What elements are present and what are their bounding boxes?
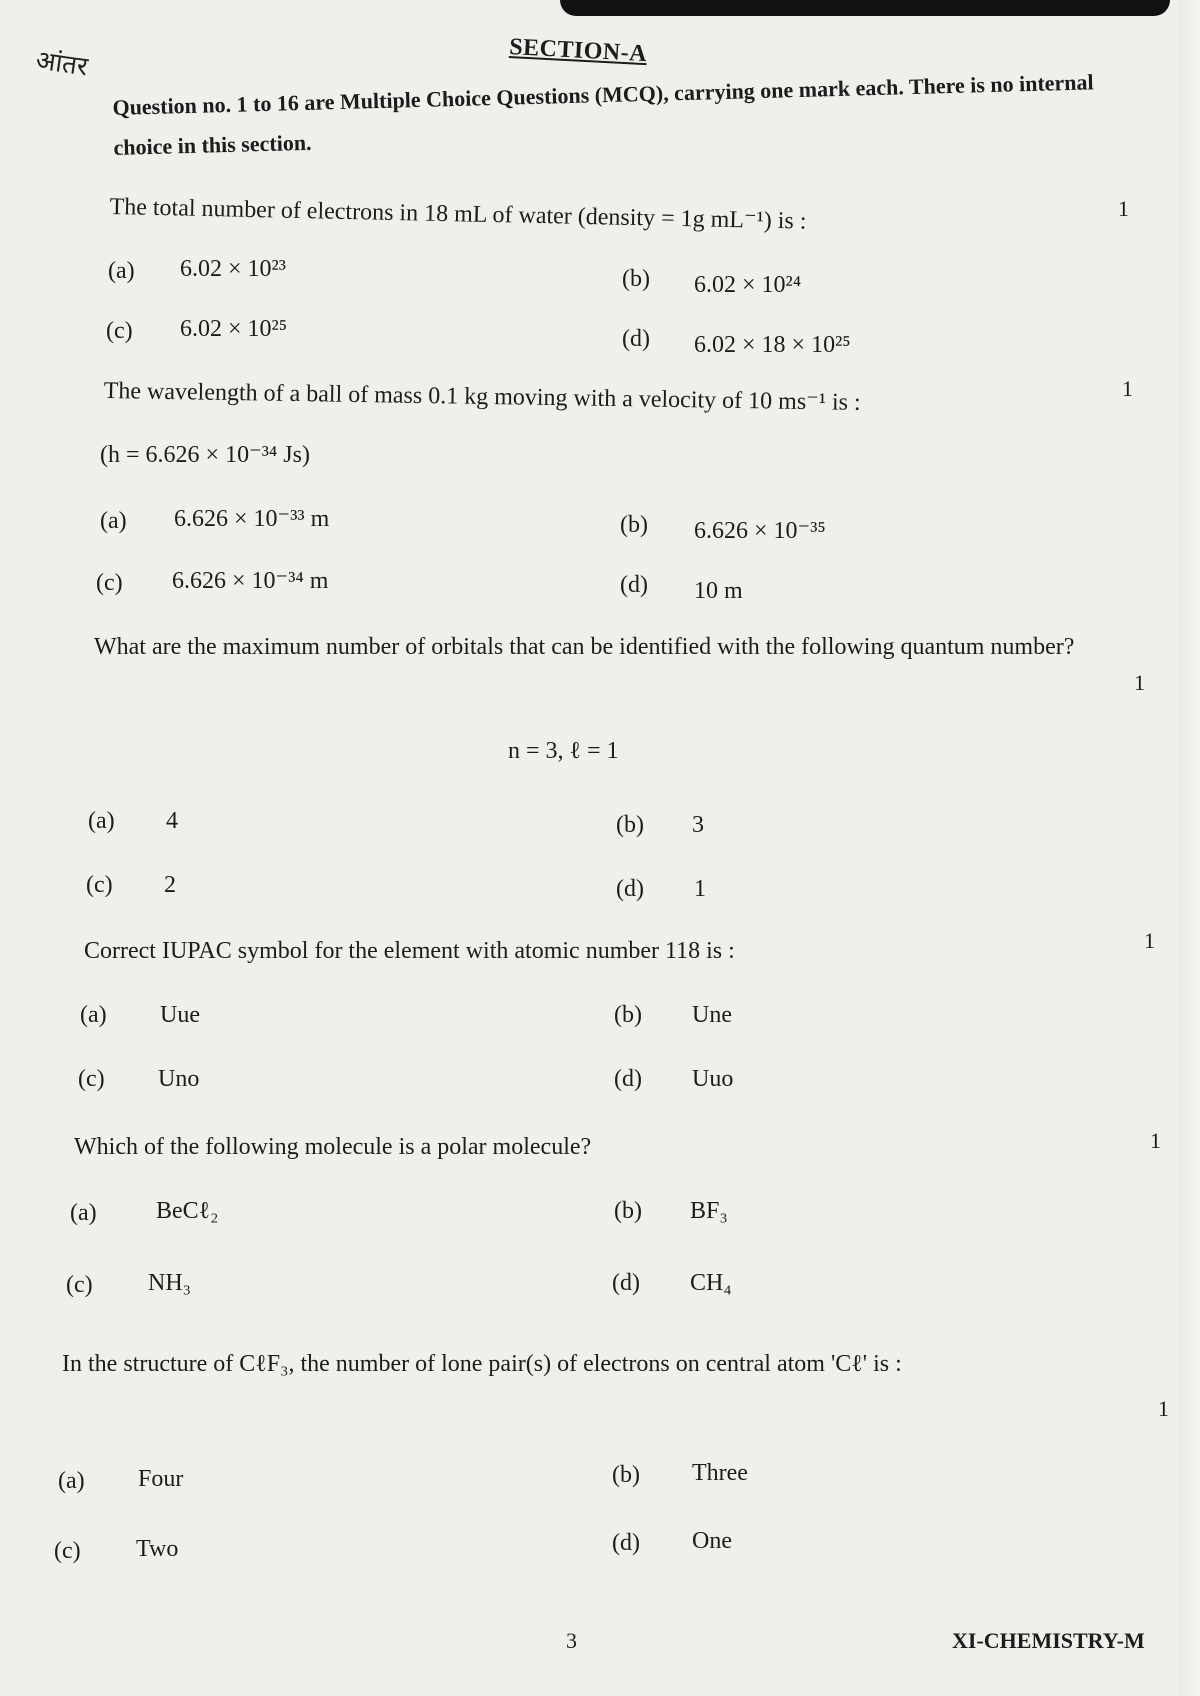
q3-option-d-label: (d) bbox=[616, 876, 644, 902]
q3-option-b-text: 3 bbox=[692, 812, 704, 838]
q3-option-c-text: 2 bbox=[164, 872, 176, 898]
question-2-mark: 1 bbox=[1122, 376, 1133, 401]
q5-option-a-label: (a) bbox=[70, 1200, 97, 1226]
q2-option-a-label: (a) bbox=[100, 508, 127, 534]
q5-option-a-text: BeCℓ₂ bbox=[156, 1198, 219, 1224]
q1-option-d-label: (d) bbox=[622, 326, 650, 352]
q6-option-c-label: (c) bbox=[54, 1538, 81, 1564]
question-4-text: Correct IUPAC symbol for the element with atomic number 118 is : bbox=[84, 938, 735, 964]
q3-option-a-text: 4 bbox=[166, 808, 178, 834]
q4-option-c-text: Uno bbox=[158, 1066, 200, 1092]
q4-option-c-label: (c) bbox=[78, 1066, 105, 1092]
q4-option-b-text: Une bbox=[692, 1002, 732, 1028]
question-6-text: In the structure of CℓF₃, the number of lone pair(s) of electrons on central atom 'Cℓ' is : bbox=[62, 1351, 902, 1377]
q3-option-b-label: (b) bbox=[616, 812, 644, 838]
q5-option-d-text: CH₄ bbox=[690, 1270, 732, 1296]
question-5-mark: 1 bbox=[1150, 1128, 1161, 1153]
q1-option-a-text: 6.02 × 10²³ bbox=[180, 256, 286, 282]
q2-option-c-label: (c) bbox=[96, 570, 123, 596]
section-title: SECTION-A bbox=[508, 34, 648, 68]
q1-option-c-text: 6.02 × 10²⁵ bbox=[180, 316, 288, 342]
q4-option-d-text: Uuo bbox=[692, 1066, 734, 1092]
q2-option-d-text: 10 m bbox=[694, 578, 743, 604]
q5-option-d-label: (d) bbox=[612, 1270, 640, 1296]
q4-option-a-text: Uue bbox=[160, 1002, 200, 1028]
q3-option-a-label: (a) bbox=[88, 808, 115, 834]
question-2-subtext: (h = 6.626 × 10⁻³⁴ Js) bbox=[100, 442, 310, 468]
q2-option-d-label: (d) bbox=[620, 572, 648, 598]
q5-option-b-label: (b) bbox=[614, 1198, 642, 1224]
q1-option-d-text: 6.02 × 18 × 10²⁵ bbox=[694, 332, 851, 358]
question-1-text: The total number of electrons in 18 mL of water (density = 1g mL⁻¹) is : bbox=[109, 193, 807, 235]
q1-option-c-label: (c) bbox=[106, 318, 133, 344]
q1-option-b-text: 6.02 × 10²⁴ bbox=[694, 272, 802, 298]
margin-handwriting: आंतर bbox=[33, 45, 90, 83]
q1-option-a-label: (a) bbox=[108, 258, 135, 284]
q2-option-a-text: 6.626 × 10⁻³³ m bbox=[174, 506, 330, 532]
question-3-quantum-numbers: n = 3, ℓ = 1 bbox=[508, 738, 619, 764]
question-3-mark: 1 bbox=[1134, 670, 1145, 695]
question-2-text: The wavelength of a ball of mass 0.1 kg moving with a velocity of 10 ms⁻¹ is : bbox=[103, 377, 861, 416]
q5-option-c-text: NH₃ bbox=[148, 1270, 192, 1296]
q1-option-b-label: (b) bbox=[622, 266, 650, 292]
q6-option-a-text: Four bbox=[138, 1466, 184, 1492]
q2-option-b-label: (b) bbox=[620, 512, 648, 538]
question-3-text: What are the maximum number of orbitals that can be identified with the following quantum number? bbox=[94, 634, 1075, 660]
q5-option-c-label: (c) bbox=[66, 1272, 93, 1298]
question-4-mark: 1 bbox=[1144, 928, 1155, 953]
q6-option-c-text: Two bbox=[136, 1536, 179, 1562]
q6-option-d-label: (d) bbox=[612, 1530, 640, 1556]
page-number: 3 bbox=[566, 1628, 577, 1653]
q4-option-a-label: (a) bbox=[80, 1002, 107, 1028]
page-top-shadow bbox=[560, 0, 1170, 16]
page-edge bbox=[1178, 0, 1200, 1696]
paper-code: XI-CHEMISTRY-M bbox=[952, 1628, 1145, 1653]
question-5-text: Which of the following molecule is a polar molecule? bbox=[74, 1134, 592, 1160]
question-1-mark: 1 bbox=[1118, 196, 1129, 221]
question-6-mark: 1 bbox=[1158, 1396, 1169, 1421]
q6-option-a-label: (a) bbox=[58, 1468, 85, 1494]
q4-option-b-label: (b) bbox=[614, 1002, 642, 1028]
q5-option-b-text: BF₃ bbox=[690, 1198, 728, 1224]
q6-option-b-label: (b) bbox=[612, 1462, 640, 1488]
q4-option-d-label: (d) bbox=[614, 1066, 642, 1092]
q2-option-b-text: 6.626 × 10⁻³⁵ bbox=[694, 518, 826, 544]
section-instruction: Question no. 1 to 16 are Multiple Choice Questions (MCQ), carrying one mark each. There is no internal choice in this section. bbox=[112, 69, 1094, 160]
q6-option-b-text: Three bbox=[692, 1460, 748, 1486]
q3-option-d-text: 1 bbox=[694, 876, 706, 902]
q3-option-c-label: (c) bbox=[86, 872, 113, 898]
q2-option-c-text: 6.626 × 10⁻³⁴ m bbox=[172, 568, 329, 594]
q6-option-d-text: One bbox=[692, 1528, 732, 1554]
